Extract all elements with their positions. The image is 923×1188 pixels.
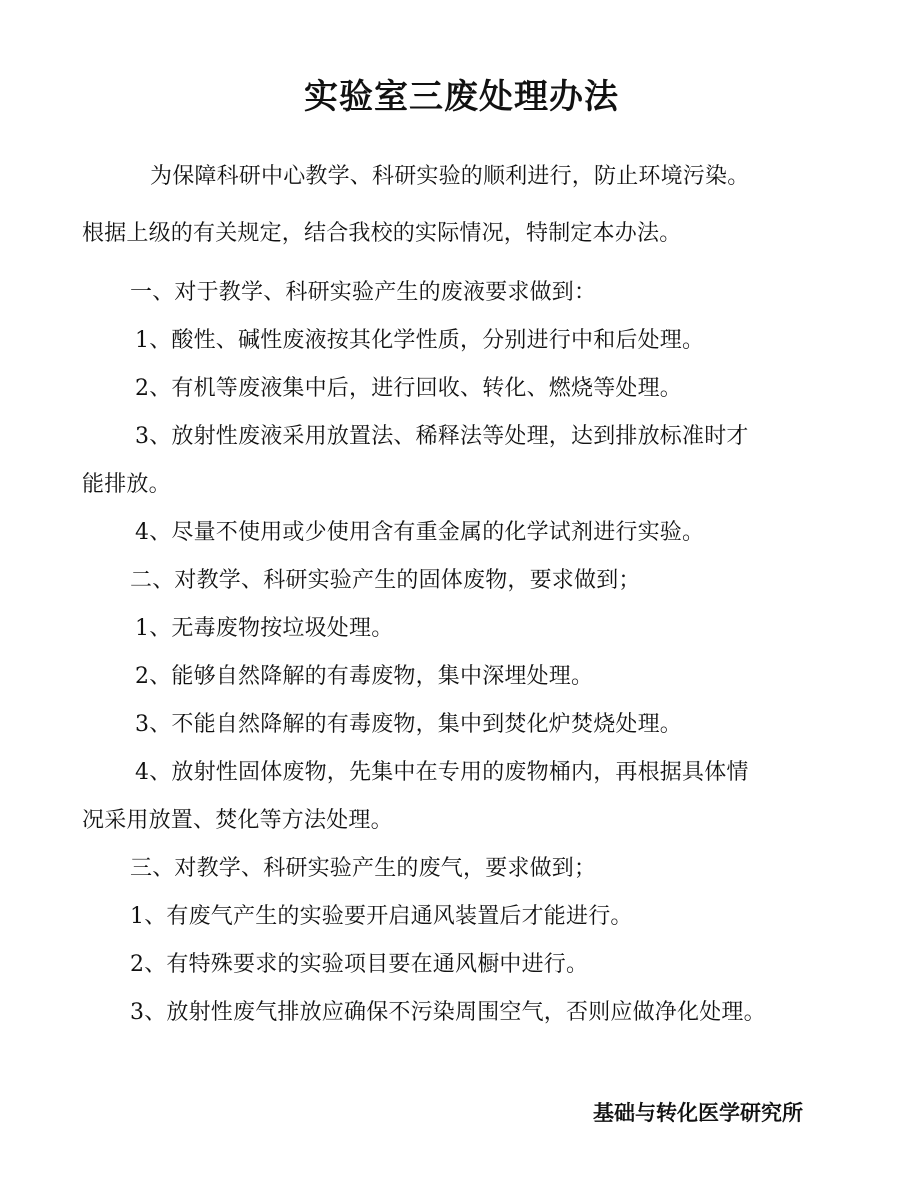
section-3-heading: 三、对教学、科研实验产生的废气，要求做到； bbox=[130, 856, 597, 881]
section-1-item-2: 2、有机等废液集中后，进行回收、转化、燃烧等处理。 bbox=[135, 376, 682, 401]
section-1-item-3-line-2: 能排放。 bbox=[82, 472, 171, 497]
section-2-item-4-line-2: 况采用放置、焚化等方法处理。 bbox=[82, 808, 393, 833]
section-3-item-1: 1、有废气产生的实验要开启通风装置后才能进行。 bbox=[130, 904, 633, 929]
section-1-item-4: 4、尽量不使用或少使用含有重金属的化学试剂进行实验。 bbox=[135, 520, 705, 545]
section-3-item-2: 2、有特殊要求的实验项目要在通风橱中进行。 bbox=[130, 952, 589, 977]
section-1-item-3-line-1: 3、放射性废液采用放置法、稀释法等处理，达到排放标准时才 bbox=[135, 424, 749, 449]
section-2-item-3: 3、不能自然降解的有毒废物，集中到焚化炉焚烧处理。 bbox=[135, 712, 682, 737]
section-2-item-4-line-1: 4、放射性固体废物，先集中在专用的废物桶内，再根据具体情 bbox=[135, 760, 749, 785]
document-signature: 基础与转化医学研究所 bbox=[593, 1101, 803, 1125]
section-2-item-1: 1、无毒废物按垃圾处理。 bbox=[135, 616, 394, 641]
section-2-item-2: 2、能够自然降解的有毒废物，集中深埋处理。 bbox=[135, 664, 594, 689]
intro-line-1: 为保障科研中心教学、科研实验的顺利进行，防止环境污染。 bbox=[150, 164, 750, 189]
section-2-heading: 二、对教学、科研实验产生的固体废物，要求做到； bbox=[130, 568, 641, 593]
intro-line-2: 根据上级的有关规定，结合我校的实际情况，特制定本办法。 bbox=[82, 221, 682, 246]
section-1-heading: 一、对于教学、科研实验产生的废液要求做到： bbox=[130, 280, 597, 305]
document-title: 实验室三废处理办法 bbox=[304, 77, 619, 117]
section-3-item-3: 3、放射性废气排放应确保不污染周围空气，否则应做净化处理。 bbox=[130, 1000, 766, 1025]
section-1-item-1: 1、酸性、碱性废液按其化学性质，分别进行中和后处理。 bbox=[135, 328, 705, 353]
